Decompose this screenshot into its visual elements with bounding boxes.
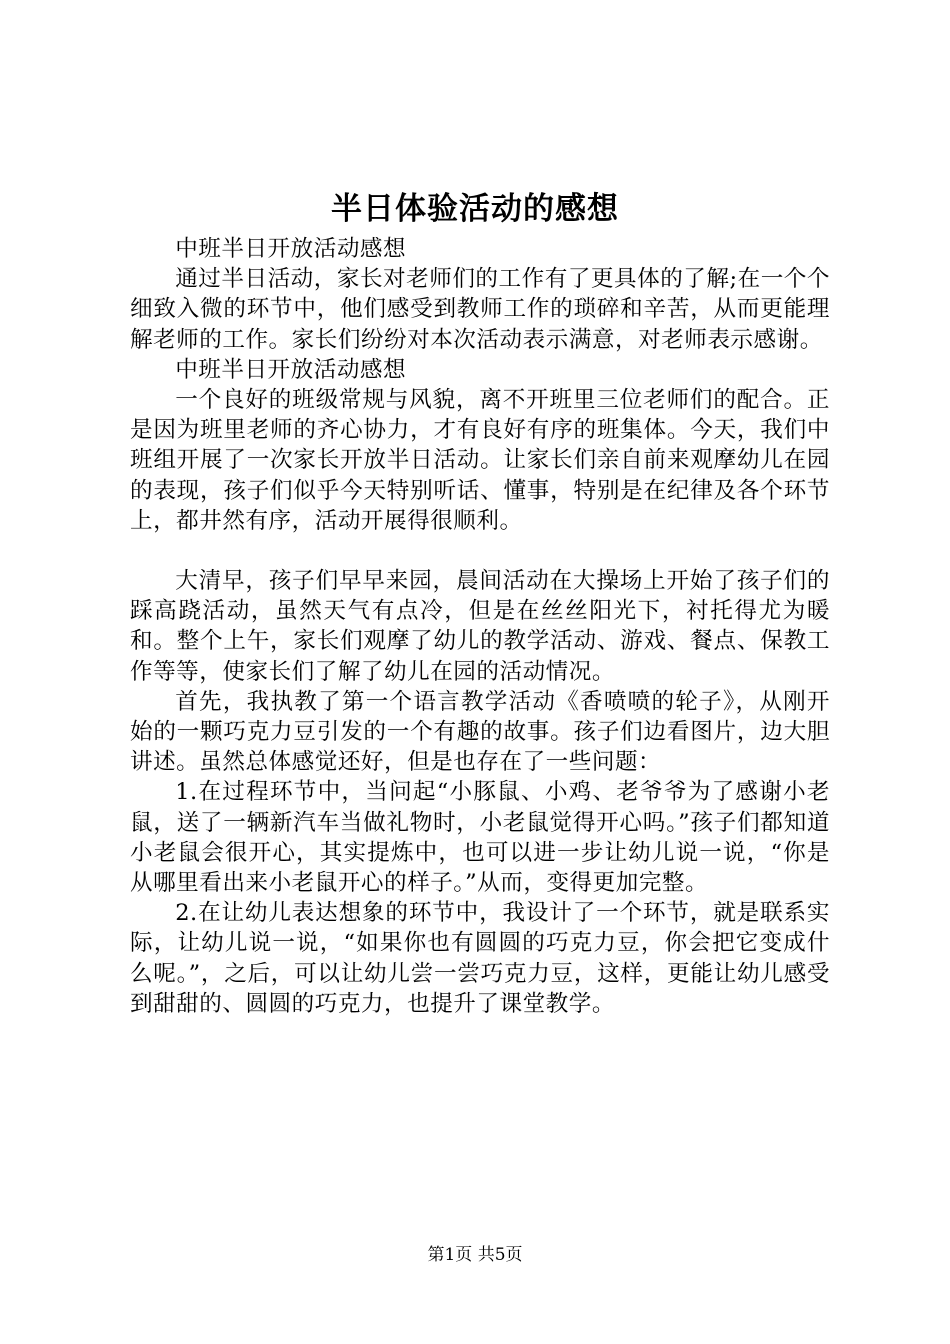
section-heading: 中班半日开放活动感想 (175, 356, 407, 383)
document-title: 半日体验活动的感想 (331, 191, 619, 227)
document-body (130, 234, 830, 1019)
list-item: 1.在过程环节中，当问起“小豚鼠、小鸡、老爷爷为了感谢小老鼠，送了一辆新汽车当做礼物时，小老鼠觉得开心吗。”孩子们都知道小老鼠会很开心，其实提炼中，也可以进一步让幼儿说一说，“你是从哪里看出来小老鼠开心的样子。”从而，变得更加完整。 (130, 779, 830, 897)
paragraph: 通过半日活动，家长对老师们的工作有了更具体的了解;在一个个细致入微的环节中，他们感受到教师工作的琐碎和辛苦，从而更能理解老师的工作。家长们纷纷对本次活动表示满意，对老师表示感谢。 (130, 266, 830, 353)
list-item: 2.在让幼儿表达想象的环节中，我设计了一个环节，就是联系实际，让幼儿说一说，“如果你也有圆圆的巧克力豆，你会把它变成什么呢。”，之后，可以让幼儿尝一尝巧克力豆，这样，更能让幼儿感受到甜甜的、圆圆的巧克力，也提升了课堂教学。 (130, 900, 830, 1017)
paragraph: 大清早，孩子们早早来园，晨间活动在大操场上开始了孩子们的踩高跷活动，虽然天气有点冷，但是在丝丝阳光下，衬托得尤为暖和。整个上午，家长们观摩了幼儿的教学活动、游戏、餐点、保教工作等等，使家长们了解了幼儿在园的活动情况。 (130, 568, 830, 685)
paragraph: 首先，我执教了第一个语言教学活动《香喷喷的轮子》，从刚开始的一颗巧克力豆引发的一个有趣的故事。孩子们边看图片，边大胆讲述。虽然总体感觉还好，但是也存在了一些问题： (130, 688, 830, 776)
section-heading: 中班半日开放活动感想 (175, 236, 407, 262)
paragraph: 一个良好的班级常规与风貌，离不开班里三位老师们的配合。正是因为班里老师的齐心协力，才有良好有序的班集体。今天，我们中班组开展了一次家长开放半日活动。让家长们亲自前来观摩幼儿在园的表现，孩子们似乎今天特别听话、懂事，特别是在纪律及各个环节上，都井然有序，活动开展得很顺利。 (130, 387, 830, 534)
page-number: 第1页 共5页 (427, 1245, 523, 1265)
